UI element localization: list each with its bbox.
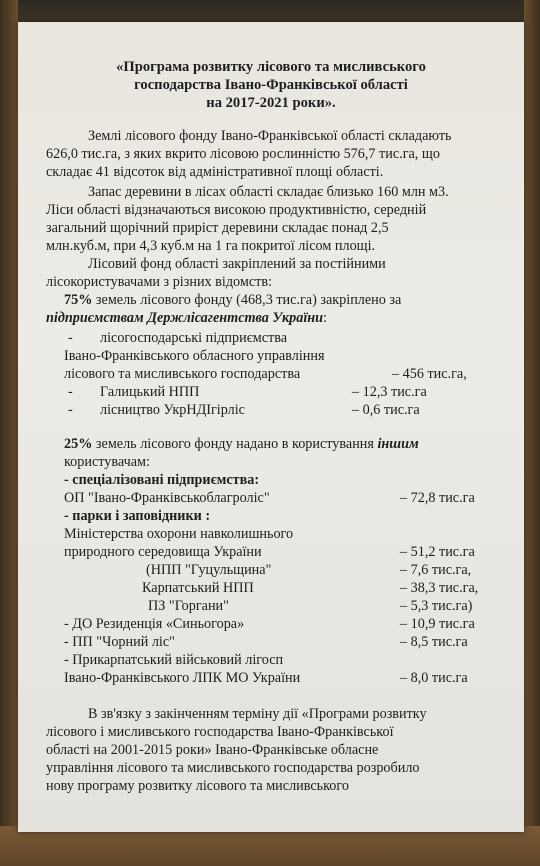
intro-line-8: Лісовий фонд області закріплений за постійними (88, 256, 386, 272)
closing-line-4: управління лісового та мисливського господарства розробило (46, 760, 420, 776)
intro-line-3: складає 41 відсоток від адміністративної площі області. (46, 164, 384, 180)
section-25-line (64, 436, 534, 454)
list-item-value: – 456 тис.га, (392, 366, 467, 382)
list-item-text: Івано-Франківського ЛПК МО України (64, 670, 301, 686)
intro-line-9: лісокористувачами з різних відомств: (46, 274, 272, 290)
section-75-text: земель лісового фонду (468,3 тис.га) закріплено за (92, 292, 402, 308)
list-item-value: – 8,0 тис.га (400, 670, 468, 686)
list-item-value: – 5,3 тис.га) (400, 598, 473, 614)
closing-line-3: області на 2001-2015 роки» Івано-Франківське обласне (46, 742, 379, 758)
list-item-text: ПЗ "Горгани" (148, 598, 229, 614)
list-item-dash: - (68, 330, 73, 346)
list-item-text: лісового та мисливського господарства (64, 366, 301, 382)
section-25-text: земель лісового фонду надано в користування (92, 436, 378, 452)
desk-background-left (0, 0, 18, 866)
section-25-other: іншим (377, 436, 419, 452)
list-item-value: – 7,6 тис.га, (400, 562, 472, 578)
parks-header: - парки і заповідники : (64, 508, 211, 524)
list-item-text: лісогосподарські підприємства (100, 330, 288, 346)
section-75-percent: 75% (64, 292, 93, 308)
closing-line-1: В зв'язку з закінченням терміну дії «Програми розвитку (88, 706, 427, 722)
section-75-line (64, 292, 534, 310)
list-item-dash: - (68, 402, 73, 418)
section-75-agency-line (46, 310, 516, 328)
list-item-text: Галицький НПП (100, 384, 200, 400)
section-25-percent: 25% (64, 436, 93, 452)
list-item-text: природного середовища України (64, 544, 262, 560)
intro-line-7: млн.куб.м, при 4,3 куб.м на 1 га покритої лісом площі. (46, 238, 376, 254)
intro-line-1: Землі лісового фонду Івано-Франківської області складають (88, 128, 452, 144)
section-75-agency-colon: : (323, 310, 327, 326)
list-item-text: - ДО Резиденція «Синьогора» (64, 616, 245, 632)
desk-background-bottom (0, 826, 540, 866)
section-75-agency: підприємствам Держлісагентства України (46, 310, 324, 326)
list-item-text: Карпатський НПП (142, 580, 254, 596)
list-item-value: – 8,5 тис.га (400, 634, 468, 650)
title-line-3: на 2017-2021 роки». (206, 95, 336, 111)
title-line-2: господарства Івано-Франківської області (134, 77, 408, 93)
closing-line-2: лісового і мисливського господарства Івано-Франківської (46, 724, 394, 740)
closing-line-5: нову програму розвитку лісового та мисливського (46, 778, 349, 794)
list-item-text: - ПП "Чорний ліс" (64, 634, 175, 650)
list-item-value: – 12,3 тис.га (352, 384, 427, 400)
list-item-text: (НПП "Гуцульщина" (146, 562, 272, 578)
section-25-users: користувачам: (64, 454, 150, 470)
intro-line-4: Запас деревини в лісах області складає близько 160 млн м3. (88, 184, 449, 200)
list-item-value: – 10,9 тис.га (400, 616, 475, 632)
specialized-header: - спеціалізовані підприємства: (64, 472, 260, 488)
list-item-value: – 72,8 тис.га (400, 490, 475, 506)
intro-line-6: загальний щорічний приріст деревини складає понад 2,5 (46, 220, 389, 236)
intro-line-2: 626,0 тис.га, з яких вкрито лісовою рослинністю 576,7 тис.га, що (46, 146, 440, 162)
list-item-text: Івано-Франківського обласного управління (64, 348, 325, 364)
title-line-1: «Програма розвитку лісового та мисливського (116, 59, 426, 75)
document-page (18, 22, 524, 832)
list-item-text: лісництво УкрНДІгірліс (100, 402, 245, 418)
list-item-text: Міністерства охорони навколишнього (64, 526, 294, 542)
list-item-text: - Прикарпатський військовий лігосп (64, 652, 284, 668)
list-item-text: ОП "Івано-Франківськоблагроліс" (64, 490, 270, 506)
list-item-value: – 0,6 тис.га (352, 402, 420, 418)
list-item-value: – 38,3 тис.га, (400, 580, 479, 596)
intro-line-5: Ліси області відзначаються високою продуктивністю, середній (46, 202, 427, 218)
list-item-value: – 51,2 тис.га (400, 544, 475, 560)
list-item-dash: - (68, 384, 73, 400)
